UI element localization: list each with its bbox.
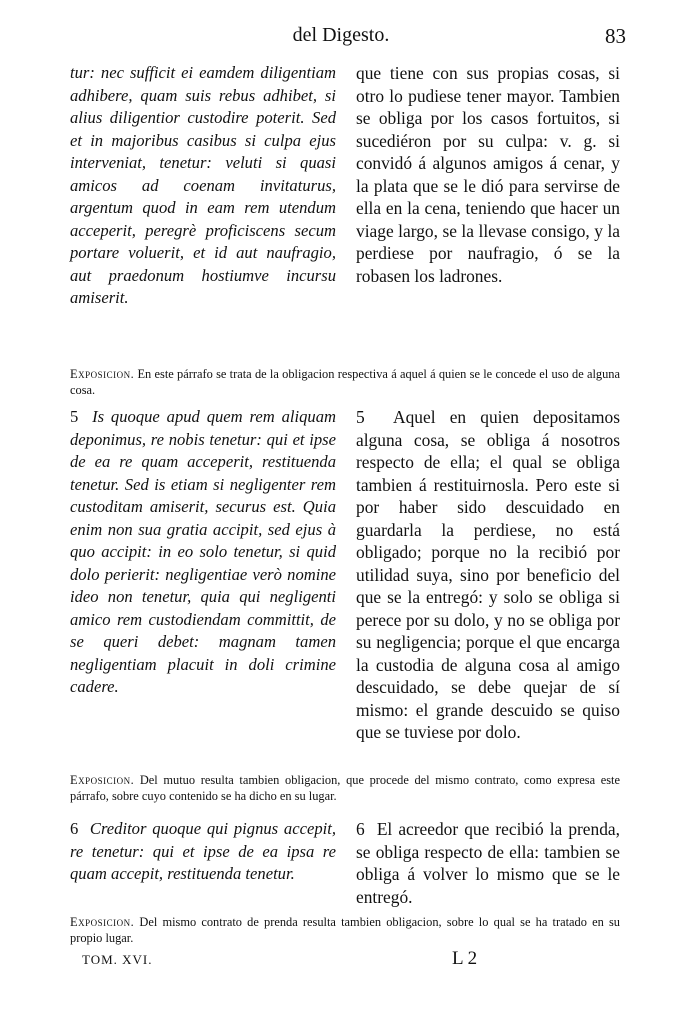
spanish-column — [356, 818, 620, 908]
spanish-text: Aquel en quien depositamos alguna cosa, se obliga á nosotros respecto de ella; el qual se obliga tambien á restituirnosla. Pero este si por haber sido descuidado en guardarla la perdiese, no está obligado; porque no la recibió por utilidad suya, sino por beneficio del que se la entregó: y solo se obliga si perece por su dolo, y no se obliga por su negligencia; porque el que encarga la custodia de alguna cosa al amigo descuidado, se debe quejar de sí mismo: el grande descuido se quiso que se tuviese por dolo. — [356, 407, 620, 742]
latin-column — [70, 62, 336, 310]
latin-text: tur: nec sufficit ei eamdem diligentiam adhibere, quam suis rebus adhibet, si alius diligentior custodire poterit. Sed et in majoribus casibus si culpa ejus interveniat, tenetur: veluti si quasi amicos ad coenam invitaturus, argentum quod in eam rem utendum acceperit, peregrè proficiscens secum portare voluerit, et id aut naufragio, aut praedonum hostiumve incursu amiserit. — [70, 63, 336, 307]
exposicion-text: Del mismo contrato de prenda resulta tambien obligacion, sobre lo qual se ha tratado en su propio lugar. — [70, 915, 620, 945]
exposicion-label: Exposicion. — [70, 915, 135, 929]
exposicion-note-2 — [70, 772, 620, 804]
spanish-text: El acreedor que recibió la prenda, se obliga respecto de ella: tambien se obliga á volver lo mismo que se le entregó. — [356, 819, 620, 907]
signature-mark: L 2 — [452, 948, 478, 969]
exposicion-note-3 — [70, 914, 620, 946]
paragraph-number: 6 — [70, 819, 79, 838]
page-header — [0, 24, 682, 54]
page-number: 83 — [605, 24, 626, 48]
paragraph-number: 5 — [356, 407, 365, 427]
exposicion-label: Exposicion. — [70, 367, 135, 381]
latin-column — [70, 818, 336, 908]
spanish-column — [356, 62, 620, 310]
page-footer — [70, 950, 620, 976]
exposicion-note-1 — [70, 366, 620, 398]
paragraph-block-6 — [70, 818, 620, 908]
spanish-column — [356, 406, 620, 744]
latin-text: Is quoque apud quem rem aliquam deponimus, re nobis tenetur: qui et ipse de ea re quam acceperit, restituenda tenetur. Sed is etiam si negligenter rem custoditam amiserit, securus est. Quia enim non sua gratia accipit, sed ejus à quo accipit: in eo solo tenetur, si quid dolo perierit: negligentiae verò nomine ideo non tenetur, quia qui negligenti amico rem custodiendam committit, de se queri debet: magnam tamen negligentiam placuit in doli crimine cadere. — [70, 407, 336, 696]
paragraph-number: 6 — [356, 819, 365, 839]
paragraph-block-1 — [70, 62, 620, 310]
paragraph-number: 5 — [70, 407, 79, 426]
running-title: del Digesto. — [292, 24, 390, 46]
exposicion-text: Del mutuo resulta tambien obligacion, que procede del mismo contrato, como expresa este párrafo, sobre cuyo contenido se ha dicho en su lugar. — [70, 773, 620, 803]
latin-column — [70, 406, 336, 744]
exposicion-label: Exposicion. — [70, 773, 135, 787]
spanish-text: que tiene con sus propias cosas, si otro lo pudiese tener mayor. Tambien se obliga por los casos fortuitos, si sucediéron por su culpa: v. g. si convidó á algunos amigos á cenar, y la plata que se le dió para servirse de ella en la cena, teniendo que hacer un viage largo, se la llevase consigo, y la perdiese por naufragio, ó se la robasen los ladrones. — [356, 63, 620, 286]
latin-text: Creditor quoque qui pignus accepit, re tenetur: qui et ipse de ea ipsa re quam accepit, restituenda tenetur. — [70, 819, 336, 883]
exposicion-text: En este párrafo se trata de la obligacion respectiva á aquel á quien se le concede el uso de alguna cosa. — [70, 367, 620, 397]
volume-signature: TOM. XVI. — [82, 952, 153, 967]
paragraph-block-5 — [70, 406, 620, 744]
